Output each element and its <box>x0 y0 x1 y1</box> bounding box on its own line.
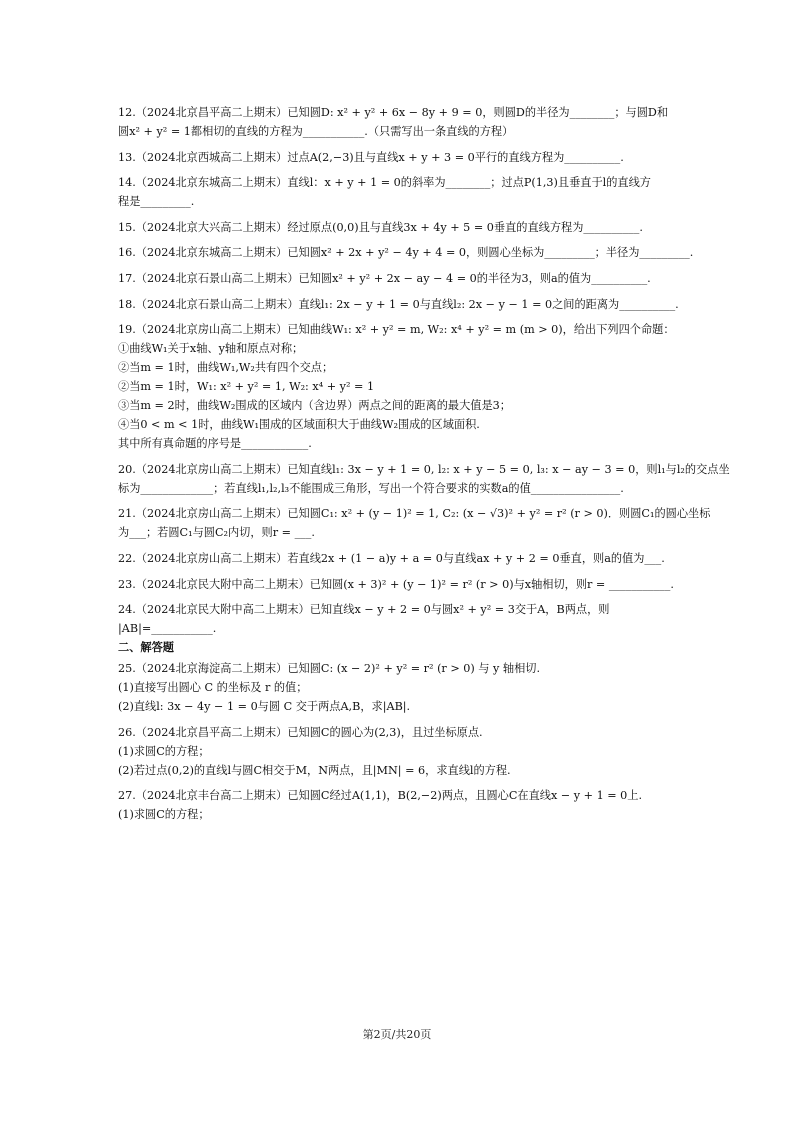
problem-q27 <box>118 787 684 823</box>
problem-q20 <box>118 461 730 497</box>
problem-line: 程是_________. <box>118 195 195 209</box>
problem-line: 为___；若圆C₁与圆C₂内切，则r = ___. <box>118 526 315 540</box>
problem-q22 <box>118 550 684 567</box>
problem-line: 其中所有真命题的序号是____________. <box>118 437 312 451</box>
problem-q24 <box>118 601 684 637</box>
page-number-footer: 第2页/共20页 <box>362 1028 432 1041</box>
page-content <box>118 104 730 832</box>
problem-line: 19.（2024北京房山高二上期末）已知曲线W₁: x² + y² = m, W₂: x⁴ + y² = m (m > 0)，给出下列四个命题： <box>118 323 675 337</box>
problem-q15 <box>118 219 684 236</box>
section-heading: 二、解答题 <box>118 640 174 655</box>
problem-line: 14.（2024北京东城高二上期末）直线l：x + y + 1 = 0的斜率为________；过点P(1,3)且垂直于l的直线方 <box>118 176 651 190</box>
problem-q13 <box>118 149 684 166</box>
problem-q16 <box>118 244 694 261</box>
problem-q25 <box>118 660 684 715</box>
problem-line: 25.（2024北京海淀高二上期末）已知圆C: (x − 2)² + y² = r² (r > 0) 与 y 轴相切. <box>118 662 541 676</box>
problem-q14 <box>118 174 684 210</box>
problem-line: ③当m = 2时，曲线W₂围成的区域内（含边界）两点之间的距离的最大值是3； <box>118 399 511 413</box>
problem-line: 15.（2024北京大兴高二上期末）经过原点(0,0)且与直线3x + 4y + 5 = 0垂直的直线方程为__________. <box>118 220 643 234</box>
problem-q19 <box>118 321 684 452</box>
problem-line: 26.（2024北京昌平高二上期末）已知圆C的圆心为(2,3)，且过坐标原点. <box>118 725 483 739</box>
problem-line: (1)直接写出圆心 C 的坐标及 r 的值； <box>118 681 308 695</box>
problem-line: 18.（2024北京石景山高二上期末）直线l₁: 2x − y + 1 = 0与直线l₂: 2x − y − 1 = 0之间的距离为__________. <box>118 297 679 311</box>
problem-line: 20.（2024北京房山高二上期末）已知直线l₁: 3x − y + 1 = 0, l₂: x + y − 5 = 0, l₃: x − ay − 3 = 0，则l₁与l₂的交点坐 <box>118 462 730 476</box>
problem-line: (1)求圆C的方程； <box>118 808 210 822</box>
problem-line: ①曲线W₁关于x轴、y轴和原点对称； <box>118 342 304 356</box>
problem-line: 16.（2024北京东城高二上期末）已知圆x² + 2x + y² − 4y + 4 = 0，则圆心坐标为_________；半径为_________. <box>118 246 694 260</box>
problem-q21 <box>118 505 711 541</box>
problem-q18 <box>118 296 684 313</box>
problem-line: 21.（2024北京房山高二上期末）已知圆C₁: x² + (y − 1)² = 1, C₂: (x − √3)² + y² = r² (r > 0)．则圆C₁的圆心坐标 <box>118 507 711 521</box>
problem-line: 27.（2024北京丰台高二上期末）已知圆C经过A(1,1)，B(2,−2)两点，且圆心C在直线x − y + 1 = 0上. <box>118 789 643 803</box>
problem-line: 圆x² + y² = 1都相切的直线的方程为___________.（只需写出一条直线的方程） <box>118 125 514 138</box>
problem-q12 <box>118 104 684 140</box>
problem-line: 24.（2024北京民大附中高二上期末）已知直线x − y + 2 = 0与圆x² + y² = 3交于A，B两点，则 <box>118 603 610 617</box>
problem-line: |AB|=___________. <box>118 622 217 636</box>
problem-line: (2)若过点(0,2)的直线l与圆C相交于M，N两点，且|MN| = 6，求直线l的方程. <box>118 763 511 777</box>
problem-q23 <box>118 576 684 593</box>
problem-line: (1)求圆C的方程； <box>118 744 210 758</box>
problem-line: 标为_____________；若直线l₁,l₂,l₃不能围成三角形，写出一个符合要求的实数a的值________________. <box>118 481 624 495</box>
problem-line: ④当0 < m < 1时，曲线W₁围成的区域面积大于曲线W₂围成的区域面积. <box>118 418 480 432</box>
problem-q26 <box>118 724 684 779</box>
problem-q17 <box>118 270 684 287</box>
problem-line: 12.（2024北京昌平高二上期末）已知圆D: x² + y² + 6x − 8y + 9 = 0，则圆D的半径为________；与圆D和 <box>118 106 669 119</box>
problem-line: 23.（2024北京民大附中高二上期末）已知圆(x + 3)² + (y − 1)² = r² (r > 0)与x轴相切，则r = ___________. <box>118 577 674 591</box>
problem-line: 17.（2024北京石景山高二上期末）已知圆x² + y² + 2x − ay − 4 = 0的半径为3，则a的值为__________. <box>118 271 651 285</box>
problem-line: (2)直线l: 3x − 4y − 1 = 0与圆 C 交于两点A,B，求|AB|. <box>118 700 411 714</box>
problem-line: ②当m = 1时，曲线W₁,W₂共有四个交点； <box>118 361 334 375</box>
problem-line: 22.（2024北京房山高二上期末）若直线2x + (1 − a)y + a = 0与直线ax + y + 2 = 0垂直，则a的值为___. <box>118 551 665 565</box>
problem-line: ②当m = 1时，W₁: x² + y² = 1, W₂: x⁴ + y² = 1 <box>118 380 375 394</box>
problem-line: 13.（2024北京西城高二上期末）过点A(2,−3)且与直线x + y + 3 = 0平行的直线方程为__________. <box>118 150 624 164</box>
